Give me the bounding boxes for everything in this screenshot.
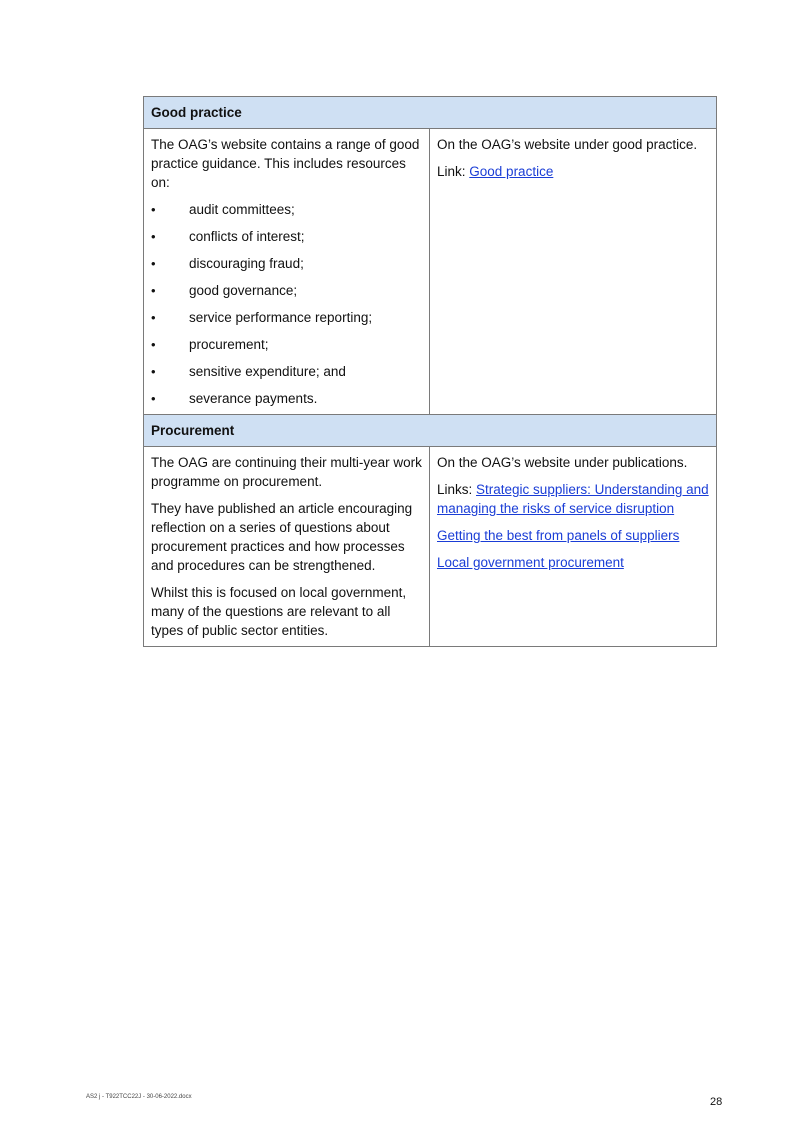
section-header-procurement: Procurement bbox=[144, 415, 717, 447]
strategic-suppliers-link[interactable]: Strategic suppliers: Understanding and managing the risks of service disruption bbox=[437, 482, 709, 516]
local-government-procurement-link[interactable]: Local government procurement bbox=[437, 555, 624, 570]
links-prefix: Links: bbox=[437, 482, 477, 497]
list-item bbox=[151, 308, 422, 327]
bullet-icon: • bbox=[151, 202, 156, 217]
procurement-paragraph-programme: The OAG are continuing their multi-year work programme on procurement. bbox=[151, 455, 422, 489]
bullet-icon: • bbox=[151, 229, 156, 244]
page-number: 28 bbox=[710, 1096, 723, 1108]
list-item bbox=[151, 200, 422, 219]
procurement-links-line bbox=[437, 480, 709, 518]
procurement-content-row bbox=[144, 447, 717, 647]
list-item-text: sensitive expenditure; and bbox=[189, 364, 346, 379]
list-item-text: conflicts of interest; bbox=[189, 229, 305, 244]
local-government-procurement-line bbox=[437, 553, 709, 572]
list-item-text: discouraging fraud; bbox=[189, 256, 304, 271]
section-header-row-good-practice bbox=[144, 97, 717, 129]
list-item bbox=[151, 227, 422, 246]
section-header-row-procurement bbox=[144, 415, 717, 447]
good-practice-link[interactable]: Good practice bbox=[469, 164, 554, 179]
list-item bbox=[151, 281, 422, 300]
bullet-icon: • bbox=[151, 364, 156, 379]
panels-of-suppliers-line bbox=[437, 526, 709, 545]
good-practice-description-cell bbox=[144, 129, 430, 415]
procurement-source-text: On the OAG’s website under publications. bbox=[437, 455, 688, 470]
list-item bbox=[151, 335, 422, 354]
procurement-description-cell bbox=[144, 447, 430, 647]
good-practice-content-row bbox=[144, 129, 717, 415]
good-practice-resource-list bbox=[151, 200, 422, 408]
bullet-icon: • bbox=[151, 283, 156, 298]
list-item bbox=[151, 254, 422, 273]
section-header-good-practice: Good practice bbox=[144, 97, 717, 129]
panels-of-suppliers-link[interactable]: Getting the best from panels of suppliers bbox=[437, 528, 680, 543]
good-practice-link-line bbox=[437, 162, 709, 181]
list-item bbox=[151, 362, 422, 381]
good-practice-source-cell bbox=[430, 129, 717, 415]
bullet-icon: • bbox=[151, 337, 156, 352]
link-prefix: Link: bbox=[437, 164, 470, 179]
good-practice-source-text: On the OAG’s website under good practice. bbox=[437, 137, 698, 152]
list-item-text: severance payments. bbox=[189, 391, 318, 406]
document-reference: AS2 j - T922TCC22J - 30-06-2022.docx bbox=[86, 1094, 192, 1100]
list-item-text: good governance; bbox=[189, 283, 298, 298]
list-item-text: service performance reporting; bbox=[189, 310, 373, 325]
guidance-table bbox=[143, 96, 717, 647]
bullet-icon: • bbox=[151, 256, 156, 271]
procurement-source-cell bbox=[430, 447, 717, 647]
list-item-text: audit committees; bbox=[189, 202, 295, 217]
good-practice-intro: The OAG’s website contains a range of good practice guidance. This includes resources on: bbox=[151, 137, 420, 190]
procurement-paragraph-relevance: Whilst this is focused on local government, many of the questions are relevant to all types of public sector entities. bbox=[151, 585, 407, 638]
list-item bbox=[151, 389, 422, 408]
bullet-icon: • bbox=[151, 310, 156, 325]
bullet-icon: • bbox=[151, 391, 156, 406]
procurement-paragraph-article: They have published an article encouraging reflection on a series of questions about procurement practices and how processes and procedures can be strengthened. bbox=[151, 501, 413, 573]
list-item-text: procurement; bbox=[189, 337, 269, 352]
